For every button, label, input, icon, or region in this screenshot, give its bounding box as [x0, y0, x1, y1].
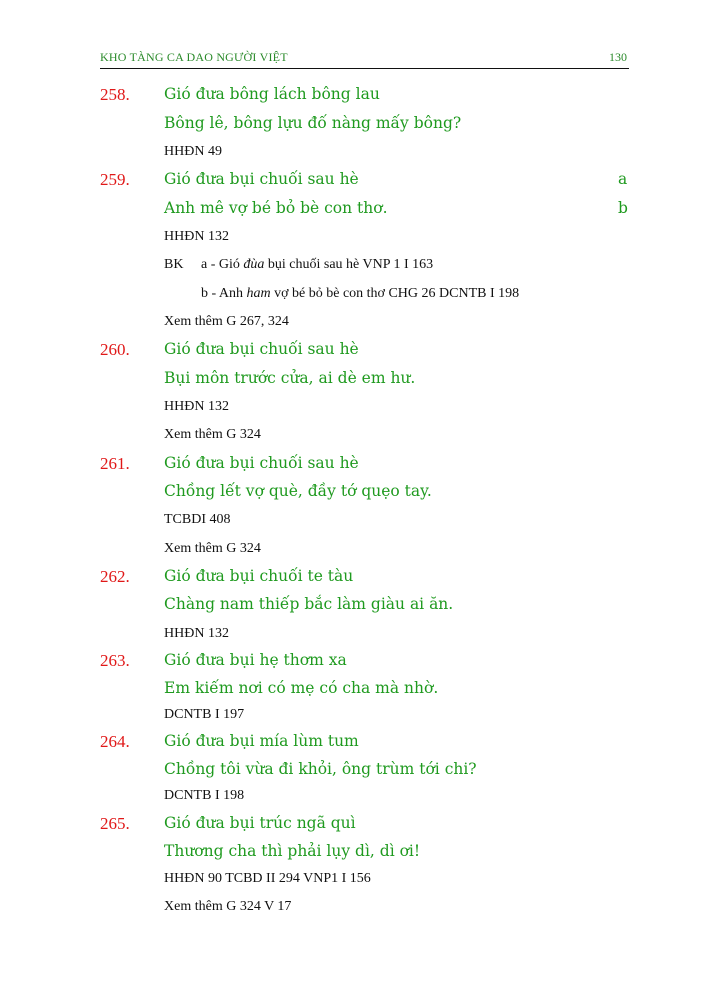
entry-number: 262. [100, 567, 130, 586]
page-number: 130 [609, 50, 627, 64]
source-reference: HHĐN 90 TCBD II 294 VNP1 I 156 [164, 871, 371, 886]
verse-line: Bông lê, bông lựu đố nàng mấy bông? [164, 114, 462, 132]
book-title: KHO TÀNG CA DAO NGƯỜI VIỆT [100, 50, 288, 64]
verse-line: Gió đưa bụi mía lùm tum [164, 732, 359, 750]
verse-line: Thương cha thì phải lụy dì, dì ơi! [164, 842, 421, 860]
entry-number: 258. [100, 85, 130, 104]
variant-mark: b [618, 199, 628, 217]
source-reference: TCBDI 408 [164, 512, 231, 527]
verse-line: Chàng nam thiếp bắc làm giàu ai ăn. [164, 595, 454, 613]
see-also: Xem thêm G 324 [164, 541, 261, 556]
verse-line: Em kiếm nơi có mẹ có cha mà nhờ. [164, 679, 439, 697]
verse-line: Chồng lết vợ què, đầy tớ quẹo tay. [164, 482, 432, 500]
entry-number: 264. [100, 732, 130, 751]
verse-line: Gió đưa bụi chuối te tàu [164, 567, 354, 585]
variant-label: BK [164, 257, 184, 272]
entry-number: 260. [100, 340, 130, 359]
verse-line: Gió đưa bụi trúc ngã quì [164, 814, 356, 832]
running-header [100, 48, 629, 69]
verse-line: Gió đưa bụi chuối sau hè [164, 170, 359, 188]
source-reference: HHĐN 132 [164, 229, 229, 244]
entry-number: 261. [100, 454, 130, 473]
source-reference: DCNTB I 198 [164, 788, 245, 803]
see-also: Xem thêm G 324 [164, 427, 261, 442]
verse-line: Gió đưa bông lách bông lau [164, 85, 380, 103]
see-also: Xem thêm G 324 V 17 [164, 899, 292, 914]
variant-b: b - Anh ham vợ bé bỏ bè con thơ CHG 26 DCNTB I 198 [201, 286, 520, 301]
verse-line: Gió đưa bụi chuối sau hè [164, 454, 359, 472]
verse-line: Anh mê vợ bé bỏ bè con thơ. [164, 199, 388, 217]
entry-number: 263. [100, 651, 130, 670]
source-reference: HHĐN 132 [164, 626, 229, 641]
see-also: Xem thêm G 267, 324 [164, 314, 289, 329]
variant-a: a - Gió đùa bụi chuối sau hè VNP 1 I 163 [201, 257, 434, 272]
entry-number: 259. [100, 170, 130, 189]
verse-line: Chồng tôi vừa đi khỏi, ông trùm tới chi? [164, 760, 477, 778]
verse-line: Gió đưa bụi hẹ thơm xa [164, 651, 347, 669]
verse-line: Gió đưa bụi chuối sau hè [164, 340, 359, 358]
source-reference: HHĐN 49 [164, 144, 222, 159]
verse-line: Bụi môn trước cửa, ai dè em hư. [164, 369, 416, 387]
entry-number: 265. [100, 814, 130, 833]
variant-mark: a [618, 170, 628, 188]
source-reference: DCNTB I 197 [164, 707, 245, 722]
source-reference: HHĐN 132 [164, 399, 229, 414]
